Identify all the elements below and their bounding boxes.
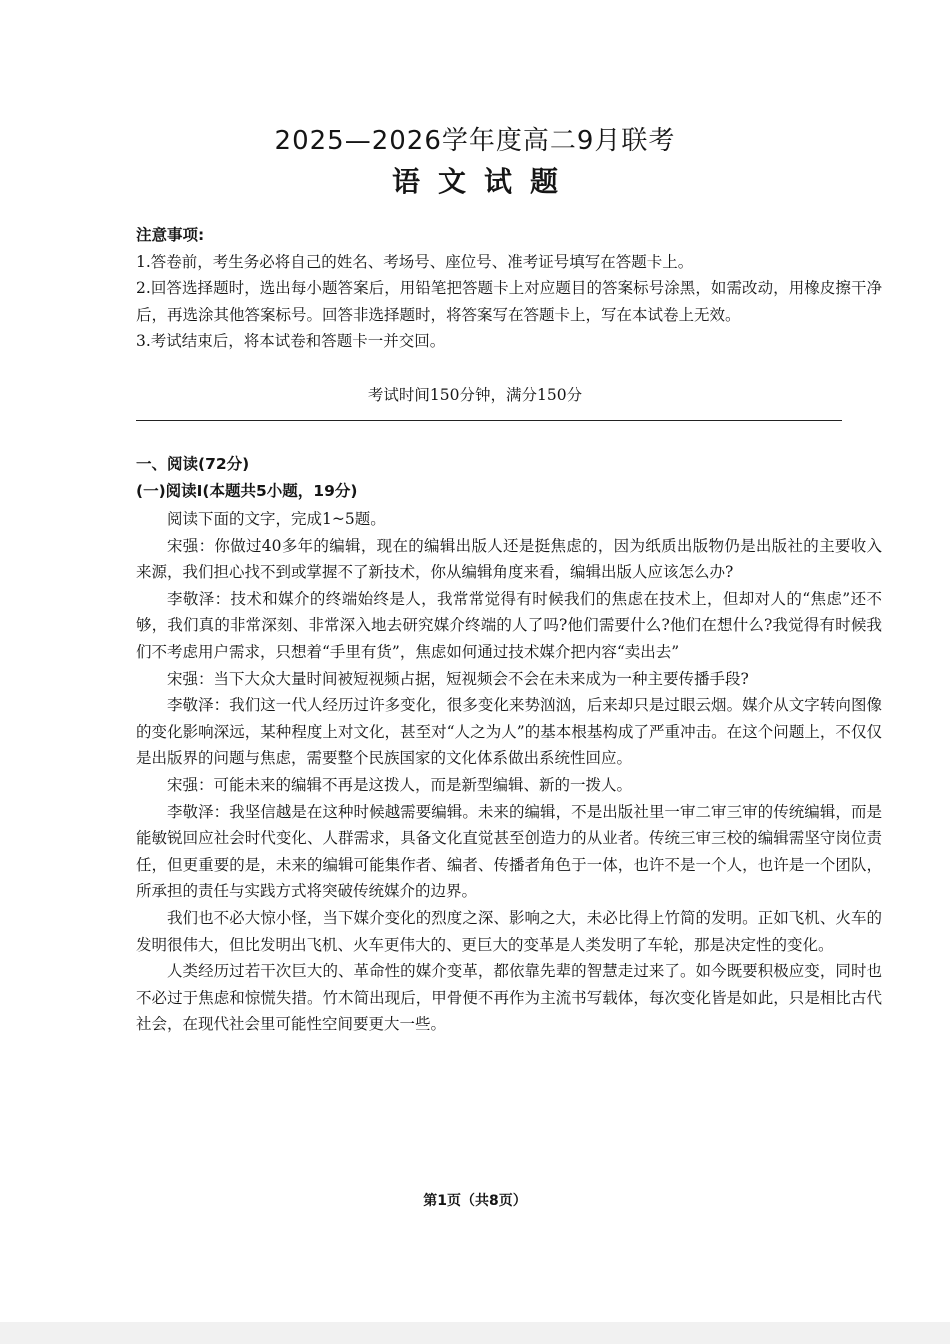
passage-paragraph: 李敬泽：我坚信越是在这种时候越需要编辑。未来的编辑，不是出版社里一审二审三审的传统编辑，而是能敏锐回应社会时代变化、人群需求，具备文化直觉甚至创造力的从业者。传统三审三校的编辑需坚守岗位责任，但更重要的是，未来的编辑可能集作者、编者、传播者角色于一体，也许不是一个人，也许是一个团队，所承担的责任与实践方式将突破传统媒介的边界。	[136, 802, 882, 901]
subsection-heading-reading-1: (一)阅读Ⅰ(本题共5小题，19分)	[136, 482, 358, 500]
passage-paragraph: 宋强：当下大众大量时间被短视频占据，短视频会不会在未来成为一种主要传播手段?	[167, 669, 749, 688]
notice-item: 1.答卷前，考生务必将自己的姓名、考场号、座位号、准考证号填写在答题卡上。	[136, 252, 694, 271]
notice-item: 2.回答选择题时，选出每小题答案后，用铅笔把答题卡上对应题目的答案标号涂黑，如需改动，用橡皮擦干净后，再选涂其他答案标号。回答非选择题时，将答案写在答题卡上，写在本试卷上无效。	[136, 279, 882, 324]
page-number: 第1页（共8页）	[423, 1193, 527, 1209]
reading-passage	[136, 506, 882, 1038]
passage-paragraph: 我们也不必大惊小怪，当下媒介变化的烈度之深、影响之大，未必比得上竹简的发明。正如飞机、火车的发明很伟大，但比发明出飞机、火车更伟大的、更巨大的变革是人类发明了车轮，那是决定性的变化。	[136, 908, 882, 954]
passage-paragraph: 宋强：可能未来的编辑不再是这拨人，而是新型编辑、新的一拨人。	[167, 775, 633, 794]
divider-line	[136, 420, 842, 421]
exam-time-info: 考试时间150分钟，满分150分	[367, 386, 583, 404]
passage-paragraph: 阅读下面的文字，完成1~5题。	[167, 510, 386, 528]
subject-title: 语文试题	[391, 165, 576, 198]
passage-paragraph: 李敬泽：我们这一代人经历过许多变化，很多变化来势汹汹，后来却只是过眼云烟。媒介从文字转向图像的变化影响深远，某种程度上对文化，甚至对“人之为人”的基本根基构成了严重冲击。在这个问题上，不仅仅是出版界的问题与焦虑，需要整个民族国家的文化体系做出系统性回应。	[136, 696, 882, 768]
scan-bottom-edge	[0, 1322, 950, 1344]
passage-paragraph: 人类经历过若干次巨大的、革命性的媒介变革，都依靠先辈的智慧走过来了。如今既要积极应变，同时也不必过于焦虑和惊慌失措。竹木简出现后，甲骨便不再作为主流书写载体，每次变化皆是如此，只是相比古代社会，在现代社会里可能性空间要更大一些。	[136, 962, 882, 1034]
notice-item: 3.考试结束后，将本试卷和答题卡一并交回。	[136, 332, 446, 350]
passage-paragraph: 宋强：你做过40多年的编辑，现在的编辑出版人还是挺焦虑的，因为纸质出版物仍是出版社的主要收入来源，我们担心找不到或掌握不了新技术，你从编辑角度来看，编辑出版人应该怎么办?	[136, 536, 882, 582]
notice-heading: 注意事项:	[136, 226, 205, 244]
exam-title: 2025—2026学年度高二9月联考	[274, 126, 676, 156]
notice-block	[136, 222, 882, 355]
section-heading-reading: 一、阅读(72分)	[136, 455, 250, 473]
passage-paragraph: 李敬泽：技术和媒介的终端始终是人，我常常觉得有时候我们的焦虑在技术上，但却对人的“焦虑”还不够，我们真的非常深刻、非常深入地去研究媒介终端的人了吗?他们需要什么?他们在想什么?我觉得有时候我们不考虑用户需求，只想着“手里有货”，焦虑如何通过技术媒介把内容“卖出去”	[136, 589, 882, 661]
